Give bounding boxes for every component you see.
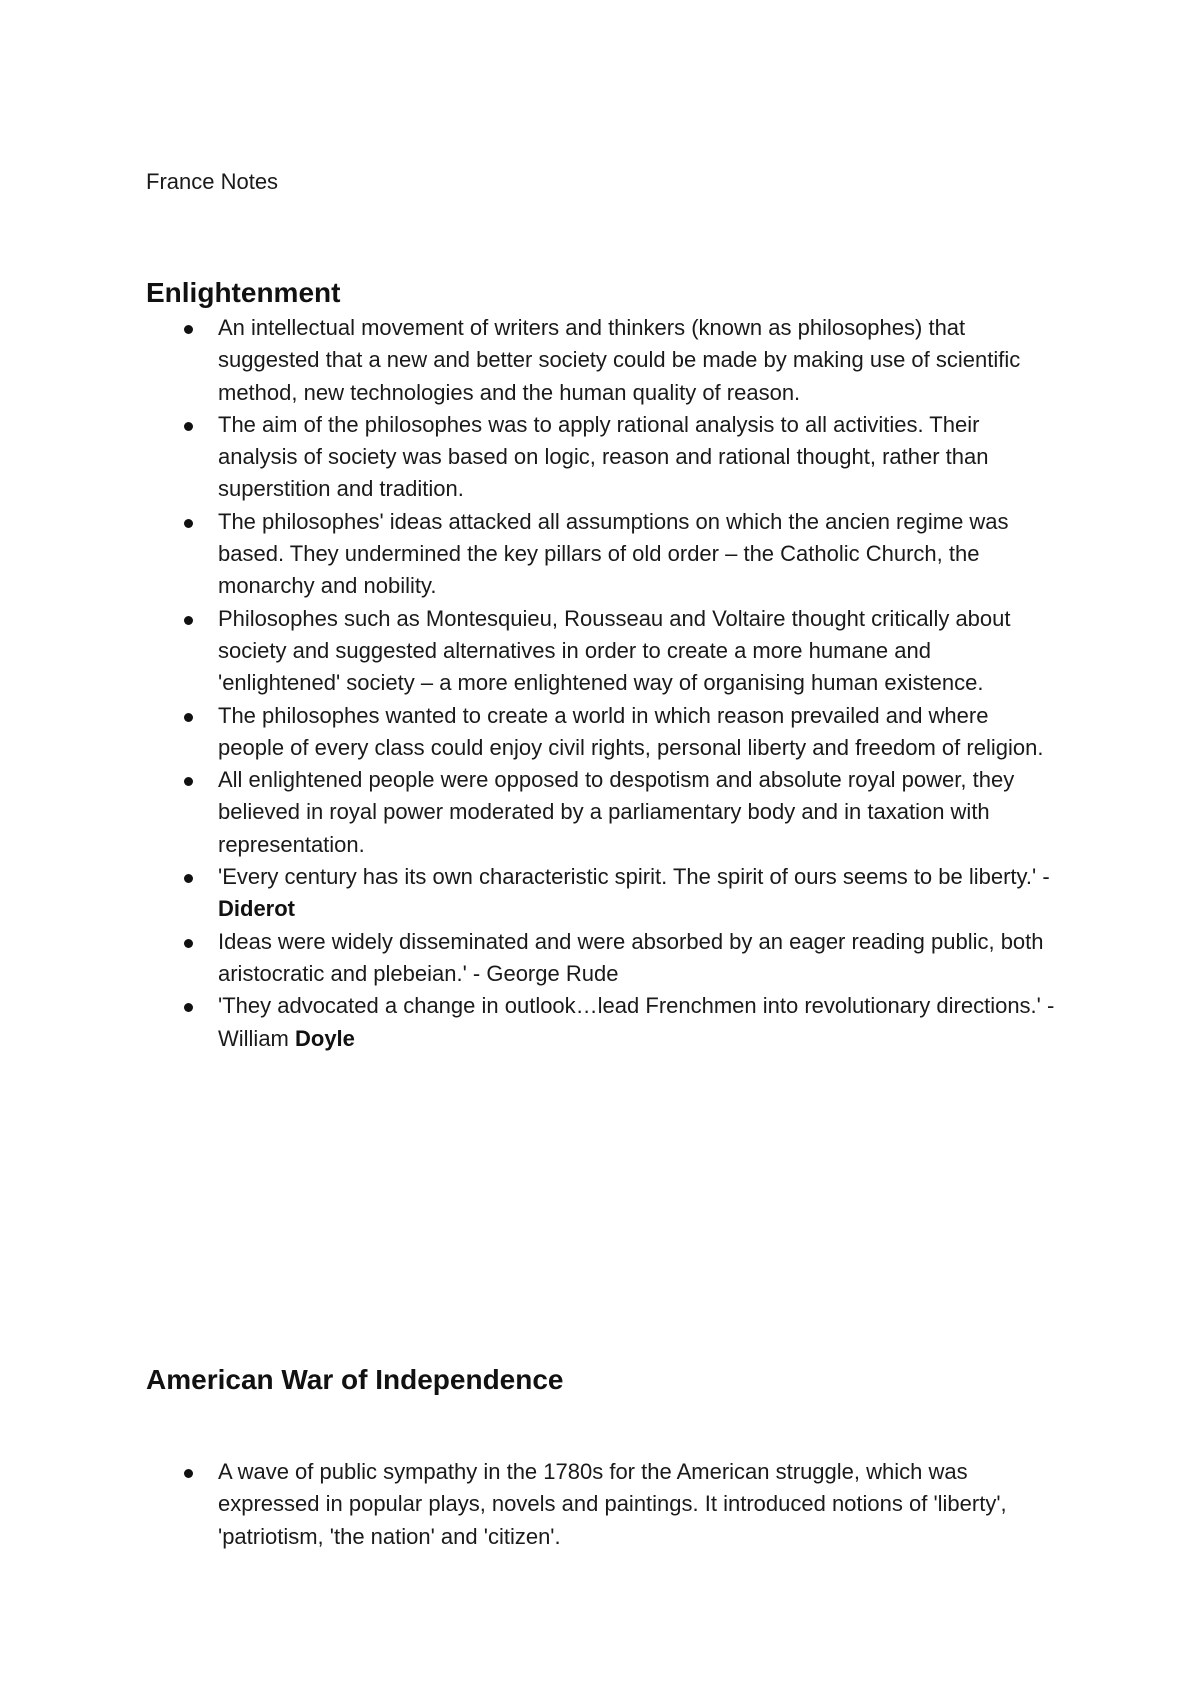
list-item-text: An intellectual movement of writers and thinkers (known as philosophes) that suggested that a new and better society could be made by making use of scientific method, new technologies and the human quality of reason. <box>218 315 1021 405</box>
list-item <box>0 926 1058 991</box>
list-item <box>0 990 1058 1055</box>
list-item <box>0 700 1058 765</box>
list-item-text: The philosophes' ideas attacked all assumptions on which the ancien regime was based. They undermined the key pillars of old order – the Catholic Church, the monarchy and nobility. <box>218 508 1009 599</box>
bullet-icon <box>184 422 193 431</box>
quote-author: Diderot <box>218 896 295 922</box>
american-war-bullet-list <box>0 1456 1058 1553</box>
bullet-icon <box>184 777 193 786</box>
list-item <box>0 1456 1058 1553</box>
list-item-text: Philosophes such as Montesquieu, Rousseau and Voltaire thought critically about society and suggested alternatives in order to create a more humane and 'enlightened' society – a more enlightened way of organising human existence. <box>218 605 1011 696</box>
list-item <box>0 312 1058 409</box>
list-item <box>0 861 1058 926</box>
list-item-text: All enlightened people were opposed to despotism and absolute royal power, they believed in royal power moderated by a parliamentary body and in taxation with representation. <box>218 767 1015 857</box>
list-item-text: 'They advocated a change in outlook…lead Frenchmen into revolutionary directions.' - William <box>218 993 1055 1051</box>
bullet-icon <box>184 939 193 948</box>
list-item-text: The aim of the philosophes was to apply rational analysis to all activities. Their analysis of society was based on logic, reason and rational thought, rather than superstition and tradition. <box>218 411 989 502</box>
list-item-text: The philosophes wanted to create a world in which reason prevailed and where people of every class could enjoy civil rights, personal liberty and freedom of religion. <box>218 702 1044 760</box>
section-heading-american-war: American War of Independence <box>146 1364 564 1395</box>
bullet-icon <box>184 616 193 625</box>
section-heading-enlightenment: Enlightenment <box>146 277 341 308</box>
document-title: France Notes <box>146 169 279 194</box>
list-item-text: 'Every century has its own characteristic spirit. The spirit of ours seems to be liberty.' - <box>218 864 1050 890</box>
list-item <box>0 603 1058 700</box>
bullet-icon <box>184 874 193 883</box>
list-item-text: A wave of public sympathy in the 1780s for the American struggle, which was expressed in popular plays, novels and paintings. It introduced notions of 'liberty', 'patriotism, 'the nation' and 'citizen'. <box>218 1459 1007 1549</box>
enlightenment-bullet-list <box>0 312 1058 1055</box>
bullet-icon <box>184 713 193 722</box>
bullet-icon <box>184 1003 193 1012</box>
bullet-icon <box>184 519 193 528</box>
quote-author: Doyle <box>295 1025 355 1051</box>
list-item-text: Ideas were widely disseminated and were absorbed by an eager reading public, both aristocratic and plebeian.' - George Rude <box>218 928 1044 986</box>
bullet-icon <box>184 1469 193 1478</box>
list-item <box>0 506 1058 603</box>
bullet-icon <box>184 325 193 334</box>
list-item <box>0 409 1058 506</box>
list-item <box>0 764 1058 861</box>
